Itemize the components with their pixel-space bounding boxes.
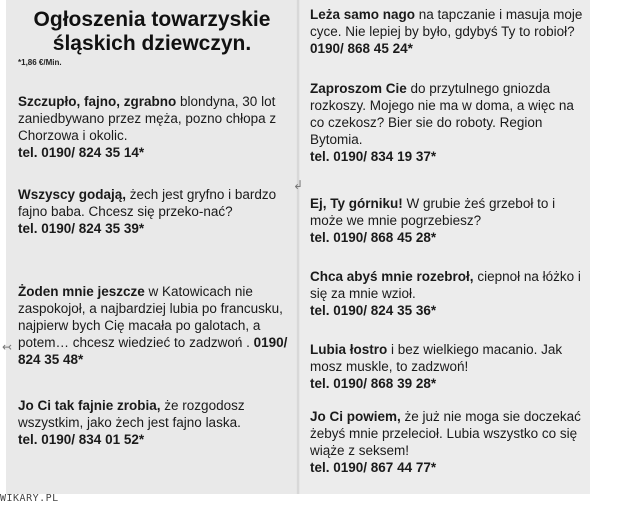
ad-right-6 — [310, 408, 586, 476]
ad-lead: Lubia łostro — [310, 342, 388, 357]
ad-body: na tapczanie i masuja moje cyce. Nie lepiej by było, gdybyś Ty to robioł? — [310, 7, 583, 39]
ad-right-1 — [310, 6, 586, 57]
ad-lead: Jo Ci powiem, — [310, 409, 401, 424]
ad-phone: tel. 0190/ 824 35 39* — [18, 221, 145, 236]
ad-body: W grubie żeś grzeboł to i może we mnie pogrzebiesz? — [310, 196, 556, 228]
ad-phone: tel. 0190/ 867 44 77* — [310, 460, 437, 475]
ad-body: żech jest gryfno i bardzo fajno baba. Chcesz się przeko-nać? — [18, 187, 277, 219]
ad-body: i bez wielkiego macanio. Jak mosz muskle, to zadzwoń! — [310, 342, 563, 374]
ad-phone: 0190/ 868 45 24* — [310, 41, 413, 56]
ad-lead: Wszyscy godają, — [18, 187, 127, 202]
page-title — [22, 8, 282, 56]
ad-phone: 0190/ 824 35 48* — [18, 335, 288, 367]
ad-lead: Leża samo nago — [310, 7, 416, 22]
ad-body: blondyna, 30 lot zaniedbywano przez męża, pozno chłopa z Chorzowa i okolic. — [18, 94, 277, 143]
ad-phone: tel. 0190/ 868 45 28* — [310, 230, 437, 245]
ad-phone: tel. 0190/ 834 01 52* — [18, 432, 145, 447]
ad-left-2 — [18, 186, 290, 237]
ad-lead: Jo Ci tak fajnie zrobia, — [18, 398, 161, 413]
title-line-2: śląskich dziewczyn. — [52, 32, 252, 55]
column-divider — [297, 0, 299, 494]
ad-body: do przytulnego gniozda rozkoszy. Mojego nie ma w doma, a więc na co czekosz? Bier sie do roboty. Region Bytomia. — [310, 81, 574, 147]
ad-lead: Żoden mnie jeszcze — [18, 284, 145, 299]
ad-right-5 — [310, 341, 586, 392]
ad-phone: tel. 0190/ 824 35 14* — [18, 145, 145, 160]
ad-body: że rozgodosz wszystkim, jako żech jest fajno laska. — [18, 398, 245, 430]
ad-lead: Chca abyś mnie rozebroł, — [310, 269, 474, 284]
ad-body: że już nie moga sie doczekać żebyś mnie przelecioł. Lubia wszystko co się wiąże z seksem! — [310, 409, 581, 458]
ad-body: w Katowicach nie zaspokojoł, a najbardziej lubia po francusku, najpierw bych Cię macała po galotach, a potem… chcesz wiedzieć to zadzwoń . — [18, 284, 283, 350]
ad-right-3 — [310, 195, 586, 246]
price-note: *1,86 €/Min. — [18, 58, 62, 67]
ad-right-2 — [310, 80, 586, 165]
ad-left-4 — [18, 397, 290, 448]
watermark: WIKARY.PL — [0, 493, 59, 504]
ad-lead: Ej, Ty górniku! — [310, 196, 403, 211]
ad-lead: Zaproszom Cie — [310, 81, 407, 96]
ad-phone: tel. 0190/ 824 35 36* — [310, 303, 437, 318]
ad-left-3 — [18, 283, 290, 368]
arrow-mark-icon: ↢ — [2, 340, 13, 354]
arrow-mark-icon: ↲ — [293, 178, 304, 192]
title-line-1: Ogłoszenia towarzyskie — [33, 8, 271, 31]
ad-left-1 — [18, 93, 290, 161]
ad-lead: Szczupło, fajno, zgrabno — [18, 94, 177, 109]
ad-phone: tel. 0190/ 834 19 37* — [310, 149, 437, 164]
ad-phone: tel. 0190/ 868 39 28* — [310, 376, 437, 391]
ad-right-4 — [310, 268, 586, 319]
ad-body: ciepnoł na łóżko i się za mnie wzioł. — [310, 269, 581, 301]
